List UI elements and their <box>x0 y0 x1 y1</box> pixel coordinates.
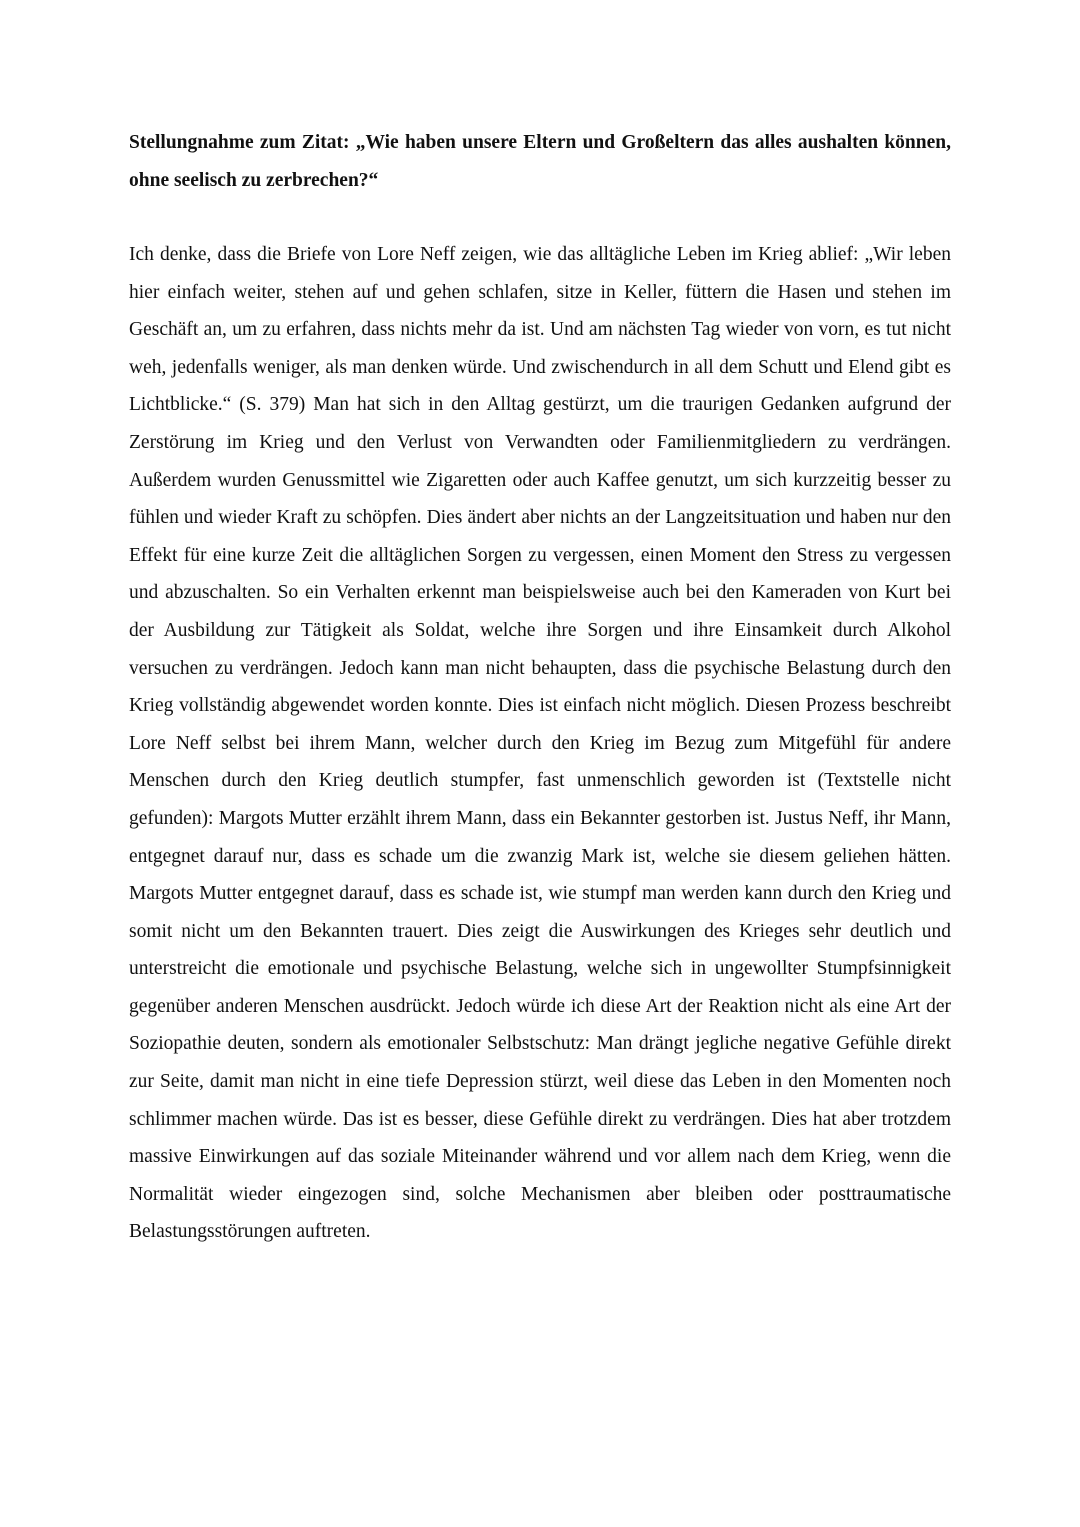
document-body: Ich denke, dass die Briefe von Lore Neff zeigen, wie das alltägliche Leben im Krieg ablief: „Wir leben hier einfach weiter, stehen auf und gehen schlafen, sitze in Keller, füttern die Hasen und stehen im Geschäft an, um zu erfahren, dass nichts mehr da ist. Und am nächsten Tag wieder von vorn, es tut nicht weh, jedenfalls weniger, als man denken würde. Und zwischendurch in all dem Schutt und Elend gibt es Lichtblicke.“ (S. 379) Man hat sich in den Alltag gestürzt, um die traurigen Gedanken aufgrund der Zerstörung im Krieg und den Verlust von Verwandten oder Familienmitgliedern zu verdrängen. Außerdem wurden Genussmittel wie Zigaretten oder auch Kaffee genutzt, um sich kurzzeitig besser zu fühlen und wieder Kraft zu schöpfen. Dies ändert aber nichts an der Langzeitsituation und haben nur den Effekt für eine kurze Zeit die alltäglichen Sorgen zu vergessen, einen Moment den Stress zu vergessen und abzuschalten. So ein Verhalten erkennt man beispielsweise auch bei den Kameraden von Kurt bei der Ausbildung zur Tätigkeit als Soldat, welche ihre Sorgen und ihre Einsamkeit durch Alkohol versuchen zu verdrängen. Jedoch kann man nicht behaupten, dass die psychische Belastung durch den Krieg vollständig abgewendet worden konnte. Dies ist einfach nicht möglich. Diesen Prozess beschreibt Lore Neff selbst bei ihrem Mann, welcher durch den Krieg im Bezug zum Mitgefühl für andere Menschen durch den Krieg deutlich stumpfer, fast unmenschlich geworden ist (Textstelle nicht gefunden): Margots Mutter erzählt ihrem Mann, dass ein Bekannter gestorben ist. Justus Neff, ihr Mann, entgegnet darauf nur, dass es schade um die zwanzig Mark ist, welche sie diesem geliehen hätten. Margots Mutter entgegnet darauf, dass es schade ist, wie stumpf man werden kann durch den Krieg und somit nicht um den Bekannten trauert. Dies zeigt die Auswirkungen des Krieges sehr deutlich und unterstreicht die emotionale und psychische Belastung, welche sich in ungewollter Stumpfsinnigkeit gegenüber anderen Menschen ausdrückt. Jedoch würde ich diese Art der Reaktion nicht als eine Art der Soziopathie deuten, sondern als emotionaler Selbstschutz: Man drängt jegliche negative Gefühle direkt zur Seite, damit man nicht in eine tiefe Depression stürzt, weil diese das Leben in den Momenten noch schlimmer machen würde. Das ist es besser, diese Gefühle direkt zu verdrängen. Dies hat aber trotzdem massive Einwirkungen auf das soziale Miteinander während und vor allem nach dem Krieg, wenn die Normalität wieder eingezogen sind, solche Mechanismen aber bleiben oder posttraumatische Belastungsstörungen auftreten. <box>129 244 951 1243</box>
document-title: Stellungnahme zum Zitat: „Wie haben unsere Eltern und Großeltern das alles aushalten können, ohne seelisch zu zerbrechen?“ <box>129 132 951 191</box>
document-page <box>129 124 951 1251</box>
